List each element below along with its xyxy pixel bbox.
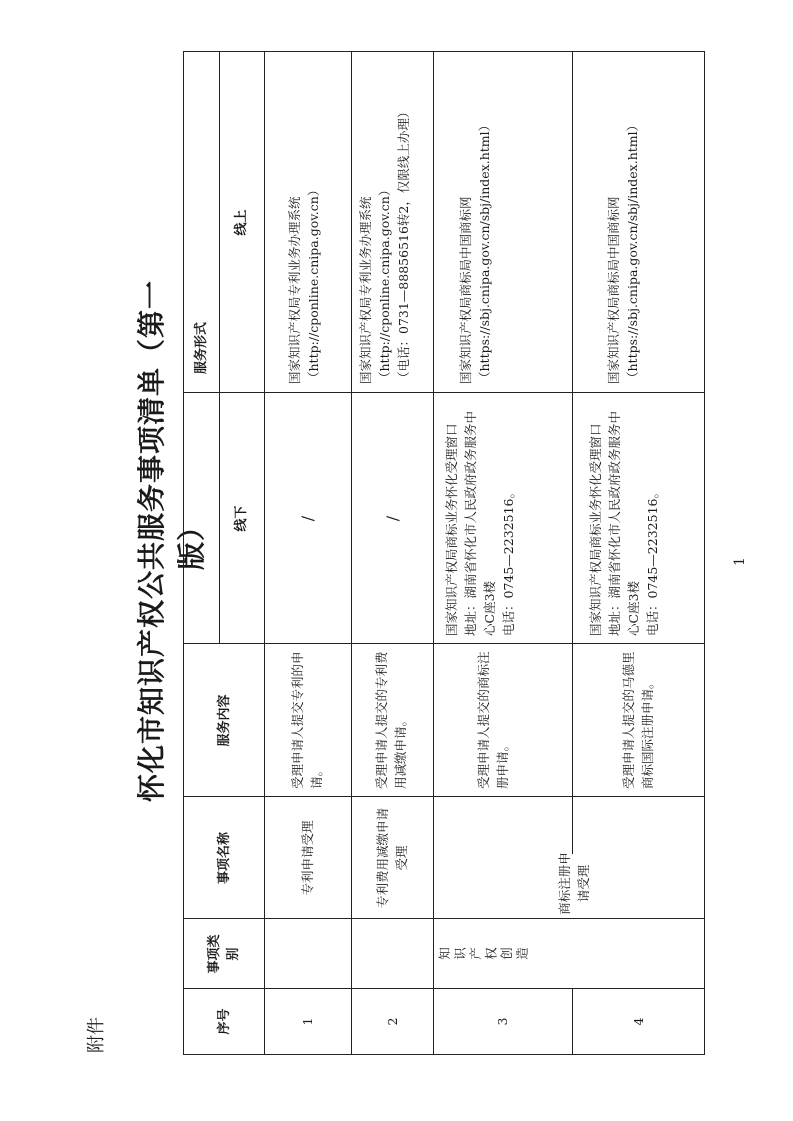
rows-3-4-name: 商标注册申请受理: [557, 852, 591, 915]
row-3-seq: 3: [495, 1017, 510, 1026]
header-name: 事项名称: [216, 832, 232, 885]
row-3-offline: [442, 400, 518, 636]
row-1-name: 专利申请受理: [300, 820, 315, 896]
row-1-online-line-1: 国家知识产权局专利业务办理系统: [287, 196, 302, 384]
row-3-offline-line-3: 电话：0745—2232516。: [501, 486, 516, 636]
row-2-seq: 2: [384, 1017, 400, 1026]
row-2-online: [356, 56, 413, 384]
header-offline: 线下: [234, 505, 249, 532]
page-number: 1: [732, 557, 748, 566]
row-4-content: 受理申请人提交的马德里商标国际注册申请。: [621, 651, 655, 789]
header-category: 事项类别: [207, 934, 241, 974]
row-2-offline: /: [382, 515, 402, 522]
row-4-offline-line-2: 地址：湖南省怀化市人民政府政务服务中心C座3楼: [607, 410, 641, 636]
row-3-offline-line-1: 国家知识产权局商标业务怀化受理窗口: [444, 423, 459, 636]
row-1-seq: 1: [300, 1017, 315, 1026]
row-2-name: 专利费用减缴申请受理: [375, 808, 409, 909]
row-4-online: [604, 56, 642, 384]
row-2-online-line-3: （电话：0731—88856516转2，仅限线上办理）: [396, 105, 411, 384]
row-3-online-line-2: （https://sbj.cnipa.gov.cn/sbj/index.html）: [477, 118, 492, 384]
row-2-content: 受理申请人提交的专利费用减缴申请。: [374, 651, 408, 789]
row-1-online-line-2: （http://cponline.cnipa.gov.cn）: [306, 183, 321, 384]
row-1-online: [285, 56, 323, 384]
row-3-online-line-1: 国家知识产权局商标局中国商标网: [458, 196, 473, 384]
attachment-label: 附件: [86, 1017, 107, 1053]
row-4-offline-line-3: 电话：0745—2232516。: [645, 486, 660, 636]
row-2-online-line-2: （http://cponline.cnipa.gov.cn）: [377, 183, 392, 384]
document-title: 怀化市知识产权公共服务事项清单（第一版）: [135, 280, 208, 803]
row-1-content: 受理申请人提交专利的申请。: [290, 651, 324, 789]
row-4-offline-line-1: 国家知识产权局商标业务怀化受理窗口: [588, 423, 603, 636]
header-service-form: 服务形式: [194, 322, 209, 375]
category-knowledge-property-creation: 知识产权创造: [437, 946, 531, 962]
row-3-online: [456, 56, 494, 384]
service-table: [183, 51, 705, 1055]
header-online: 线上: [234, 209, 249, 236]
row-2-online-line-1: 国家知识产权局专利业务办理系统: [358, 196, 373, 384]
row-3-offline-line-2: 地址：湖南省怀化市人民政府政务服务中心C座3楼: [463, 410, 497, 636]
row-3-content: 受理申请人提交的商标注册申请。: [476, 651, 510, 789]
row-4-seq: 4: [630, 1017, 646, 1026]
header-content: 服务内容: [216, 694, 232, 747]
row-4-online-line-2: （https://sbj.cnipa.gov.cn/sbj/index.html）: [625, 118, 640, 384]
header-seq: 序号: [216, 1008, 232, 1035]
row-1-offline: /: [298, 515, 317, 522]
row-4-online-line-1: 国家知识产权局商标局中国商标网: [606, 196, 621, 384]
row-4-offline: [586, 400, 662, 636]
